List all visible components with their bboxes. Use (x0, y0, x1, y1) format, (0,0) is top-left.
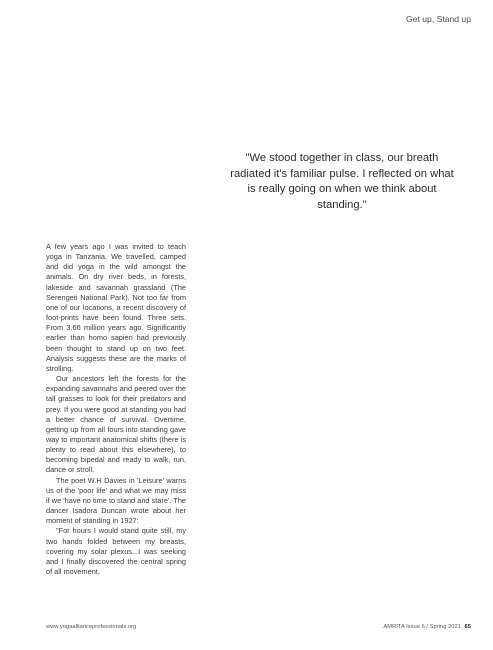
article-body (46, 242, 186, 577)
footer-issue (383, 624, 471, 630)
article-paragraph: The poet W.H Davies in 'Leisure' warns us of the 'poor life' and what we may miss if we 'have no time to stand and stare'. The dancer Isadora Duncan wrote about her moment of standing in 1927: (46, 475, 186, 526)
footer-website: www.yogaallianceprofessionals.org (46, 624, 137, 630)
pull-quote: "We stood together in class, our breath radiated it's familiar pulse. I reflected on what is really going on when we think about standing." (230, 152, 454, 211)
article-paragraph: A few years ago I was invited to teach yoga in Tanzania. We travelled, camped and did yoga in the wild amongst the animals. On dry river beds, in forests, lakeside and savannah grassland (The Serengeti National Park). Not too far from one of our locations, a recent discovery of foot-prints have been found. Three sets. From 3.66 million years ago. Significantly earlier than homo sapien had previously been thought to stand up on two feet. Analysis suggests these are the marks of strolling. (46, 242, 186, 373)
footer-issue-info: AMRITA Issue 6 / Spring 2021 (383, 624, 461, 630)
page-number: 65 (464, 624, 471, 630)
article-paragraph: Our ancestors left the forests for the expanding savannahs and peered over the tall grasses to look for their predators and prey. If you were good at standing you had a better chance of survival. Overtime, getting up from all fours into standing gave way to important anatomical shifts (there is plenty to read about this elsewhere), to becoming bipedal and ready to walk, run, dance or stroll. (46, 374, 186, 475)
running-head: Get up, Stand up (406, 14, 471, 24)
article-paragraph: "For hours I would stand quite still, my two hands folded between my breasts, covering my solar plexus...I was seeking and I finally discovered the central spring of all movement, (46, 526, 186, 576)
